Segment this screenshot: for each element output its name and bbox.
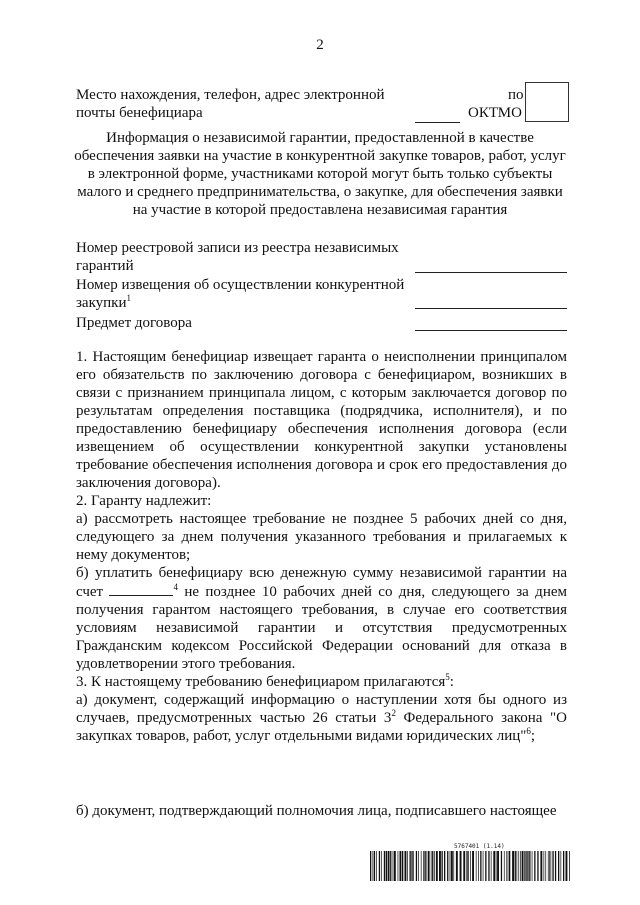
paragraph-3a bbox=[76, 691, 567, 745]
paragraph-3a-end: Федерального закона "О закупках товаров, работ, услуг отдельными видами юридических лиц" bbox=[76, 710, 567, 744]
paragraph-2: 2. Гаранту надлежит: bbox=[76, 493, 212, 509]
paragraph-1: 1. Настоящим бенефициар извещает гаранта о неисполнении принципалом его обязательств по заключению договора с бенефициаром, возникших в связи с признанием принципала лицом, с которым заключается договор по результатам определения поставщика (подрядчика, исполнителя), и по предоставлению бенефициару обеспечения исполнения договора (если извещением об осуществлении конкурентной закупки установлены требование обеспечения исполнения договора и срок его предоставления до заключения договора). bbox=[76, 349, 567, 491]
contract-subject-field[interactable] bbox=[415, 330, 567, 331]
page-number: 2 bbox=[316, 37, 324, 53]
notice-number-field[interactable] bbox=[415, 308, 567, 309]
barcode-icon bbox=[370, 851, 570, 881]
location-line-2: почты бенефициара bbox=[76, 105, 203, 121]
paragraph-3 bbox=[76, 673, 567, 691]
oktmo-code-box[interactable] bbox=[525, 82, 569, 122]
paragraph-2a: а) рассмотреть настоящее требование не позднее 5 рабочих дней со дня, следующего за днем получения указанного требования и прилагаемых к нему документов; bbox=[76, 511, 567, 563]
po-label: по bbox=[508, 87, 524, 103]
paragraph-2b-end: не позднее 10 рабочих дней со дня, следующего за днем получения гарантом настоящего требования, в случае его соответствия условиям независимой гарантии и отсутствия предусмотренных Гражданским кодексом Российской Федерации оснований для отказа в удовлетворении этого требования. bbox=[76, 584, 567, 672]
paragraph-3-text: 3. К настоящему требованию бенефициаром прилагаются bbox=[76, 674, 446, 690]
notice-number-label bbox=[76, 276, 412, 312]
registry-number-label: Номер реестровой записи из реестра независимых гарантий bbox=[76, 240, 399, 274]
oktmo-blank-line bbox=[415, 104, 460, 123]
contract-subject-label: Предмет договора bbox=[76, 315, 192, 331]
paragraph-2b-start: б) уплатить бенефициару всю денежную сумму независимой гарантии на счет bbox=[76, 565, 567, 600]
barcode-code: 5767401 (1.14) bbox=[454, 843, 505, 850]
paragraph-3-colon: : bbox=[449, 674, 454, 690]
beneficiary-location-label bbox=[76, 86, 406, 122]
footnote-6: 6 bbox=[526, 726, 531, 736]
superscript-2: 2 bbox=[391, 708, 396, 718]
footnote-1: 1 bbox=[126, 293, 132, 303]
document-body bbox=[76, 348, 567, 745]
notice-number-text: Номер извещения об осуществлении конкурентной закупки bbox=[76, 277, 405, 311]
paragraph-2b bbox=[76, 564, 567, 673]
paragraph-3a-start: а) документ, содержащий информацию о наступлении хотя бы одного из случаев, предусмотренных частью 26 статьи 3 bbox=[76, 692, 567, 726]
paragraph-3a-tail: ; bbox=[530, 728, 536, 744]
oktmo-label: ОКТМО bbox=[468, 105, 522, 121]
paragraph-3b: б) документ, подтверждающий полномочия лица, подписавшего настоящее bbox=[76, 803, 557, 819]
location-line-1: Место нахождения, телефон, адрес электронной bbox=[76, 87, 385, 103]
registry-number-field[interactable] bbox=[415, 272, 567, 273]
document-heading: Информация о независимой гарантии, предоставленной в качестве обеспечения заявки на участие в конкурентной закупке товаров, работ, услуг в электронной форме, участниками которой могут быть только субъекты малого и среднего предпринимательства, о закупке, для обеспечения заявки на участие в которой предоставлена независимая гарантия bbox=[74, 130, 566, 218]
footnote-5: 5 bbox=[445, 672, 450, 682]
footnote-4: 4 bbox=[173, 582, 178, 592]
account-blank[interactable] bbox=[109, 582, 173, 596]
